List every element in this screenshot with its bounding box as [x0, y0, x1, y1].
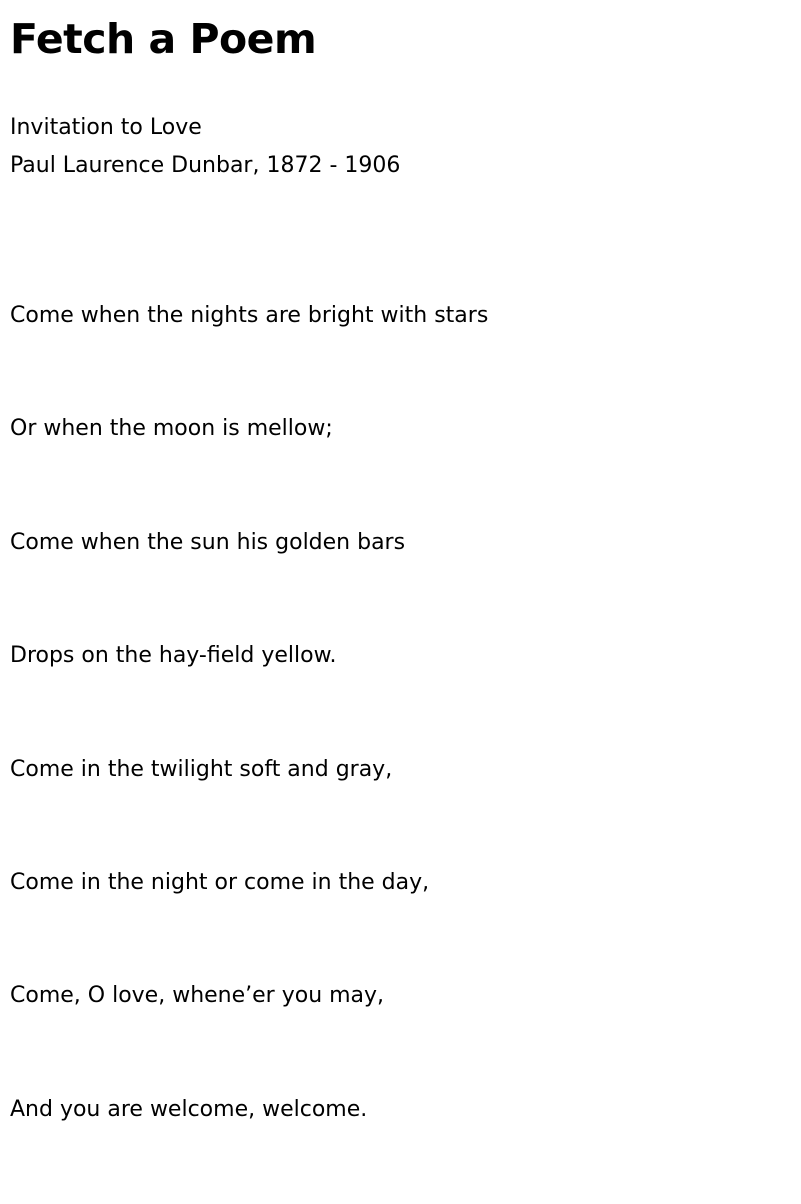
poem-container	[10, 109, 801, 1204]
poem-line: Or when the moon is mellow;	[10, 416, 333, 442]
poem-line: Come, O love, whene’er you may,	[10, 983, 385, 1009]
poem-line: Come when the nights are bright with stars	[10, 302, 489, 328]
page-title: Fetch a Poem	[10, 15, 317, 63]
poem-title: Invitation to Love	[10, 115, 202, 141]
poem-body	[10, 221, 801, 1204]
poem-author: Paul Laurence Dunbar, 1872 - 1906	[10, 153, 401, 179]
poem-meta	[10, 109, 801, 185]
poem-line: Come in the twilight soft and gray,	[10, 756, 393, 782]
poem-line: Come when the sun his golden bars	[10, 529, 406, 555]
poem-line: And you are welcome, welcome.	[10, 1096, 368, 1122]
poem-line: Come in the night or come in the day,	[10, 869, 430, 895]
poem-line: Drops on the hay-field yellow.	[10, 643, 337, 669]
